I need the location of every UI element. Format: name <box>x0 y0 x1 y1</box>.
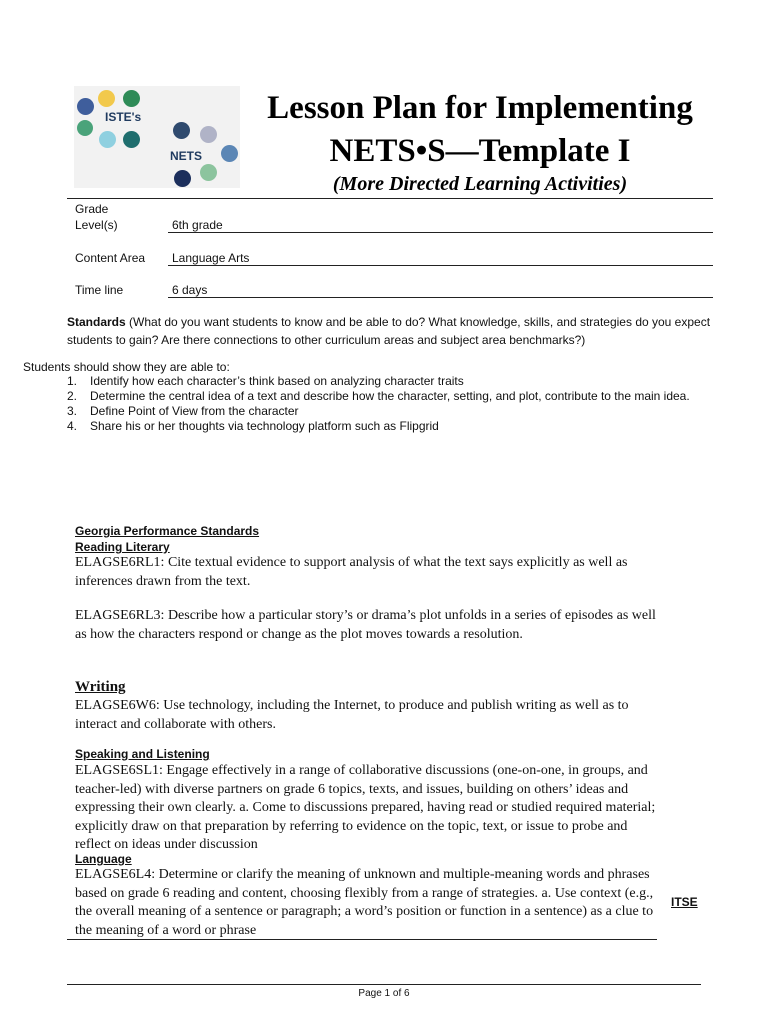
standard-rl1: ELAGSE6RL1: Cite textual evidence to support analysis of what the text says explicitly as well as inferences drawn from the text. <box>75 555 628 589</box>
logo-dot-icon <box>221 145 238 162</box>
itse-label: ITSE <box>671 895 698 909</box>
iste-nets-logo <box>74 86 240 188</box>
standard-sl1: ELAGSE6SL1: Engage effectively in a range of collaborative discussions (one-on-one, in groups, and teacher-led) with diverse partners on grade 6 topics, texts, and issues, building on others’ ideas and expressing their own clearly. a. Come to discussions prepared, having read or studied required material; explicitly draw on that preparation by referring to evidence on the topic, text, or issue to probe and reflect on ideas under discussion <box>75 763 656 852</box>
list-item: 3. Define Point of View from the character <box>67 404 299 418</box>
content-area-label: Content Area <box>75 251 146 265</box>
logo-dot-icon <box>200 126 217 143</box>
grade-label <box>75 201 118 233</box>
timeline-rule <box>168 297 713 298</box>
logo-dot-icon <box>123 90 140 107</box>
content-area-rule <box>168 265 713 266</box>
standard-rl3: ELAGSE6RL3: Describe how a particular story’s or drama’s plot unfolds in a series of episodes as well as how the characters respond or change as the plot moves towards a resolution. <box>75 608 656 642</box>
reading-literary-heading: Reading Literary <box>75 540 170 554</box>
language-heading: Language <box>75 852 132 866</box>
objective-text: Identify how each character’s think based on analyzing character traits <box>90 374 464 388</box>
logo-dot-icon <box>200 164 217 181</box>
logo-dot-icon <box>173 122 190 139</box>
logo-dot-icon <box>77 98 94 115</box>
logo-text-iste: ISTE's <box>105 110 142 124</box>
list-item: 2. Determine the central idea of a text and describe how the character, setting, and plot, contribute to the main idea. <box>67 389 690 403</box>
objective-text: Share his or her thoughts via technology platform such as Flipgrid <box>90 419 439 433</box>
logo-dot-icon <box>77 120 93 136</box>
objectives-list <box>67 374 707 434</box>
grade-value: 6th grade <box>172 218 223 232</box>
grade-rule <box>168 232 713 233</box>
header-rule <box>67 198 713 199</box>
timeline-label: Time line <box>75 283 124 297</box>
grade-label-line2: Level(s) <box>75 218 118 232</box>
logo-dot-icon <box>98 90 115 107</box>
standard-w6: ELAGSE6W6: Use technology, including the Internet, to produce and publish writing as well as to interact and collaborate with others. <box>75 698 629 732</box>
content-area-value: Language Arts <box>172 251 250 265</box>
section-bottom-rule <box>67 939 657 940</box>
page-number: Page 1 of 6 <box>358 988 410 999</box>
standards-prompt <box>67 313 717 349</box>
list-item: 4. Share his or her thoughts via technology platform such as Flipgrid <box>67 419 439 433</box>
logo-dot-icon <box>99 131 116 148</box>
page-title-line1: Lesson Plan for Implementing <box>267 90 693 126</box>
logo-text-nets: NETS <box>170 149 203 163</box>
list-item: 1. Identify how each character’s think based on analyzing character traits <box>67 374 464 388</box>
gps-heading: Georgia Performance Standards <box>75 524 260 538</box>
speaking-listening-heading: Speaking and Listening <box>75 747 210 761</box>
grade-label-line1: Grade <box>75 202 109 216</box>
footer-rule <box>67 984 701 985</box>
timeline-value: 6 days <box>172 283 208 297</box>
page-subtitle: (More Directed Learning Activities) <box>332 173 628 195</box>
logo-dot-icon <box>123 131 140 148</box>
writing-heading: Writing <box>75 679 126 695</box>
objectives-intro: Students should show they are able to: <box>23 360 230 374</box>
standard-l4: ELAGSE6L4: Determine or clarify the meaning of unknown and multiple-meaning words and phrases based on grade 6 reading and content, choosing flexibly from a range of strategies. a. Use context (e.g., the overall meaning of a sentence or paragraph; a word’s position or function in a sentence) as a clue to the meaning of a word or phrase <box>75 867 654 938</box>
objective-text: Determine the central idea of a text and describe how the character, setting, and plot, contribute to the main idea. <box>90 389 690 403</box>
standards-label: Standards <box>67 315 126 329</box>
objective-text: Define Point of View from the character <box>90 404 299 418</box>
standards-question: (What do you want students to know and be able to do? What knowledge, skills, and strategies do you expect students to gain? Are there connections to other curriculum areas and subject area benchmarks?) <box>67 315 711 347</box>
page-title-line2: NETS•S—Template I <box>329 133 631 169</box>
logo-dot-icon <box>174 170 191 187</box>
